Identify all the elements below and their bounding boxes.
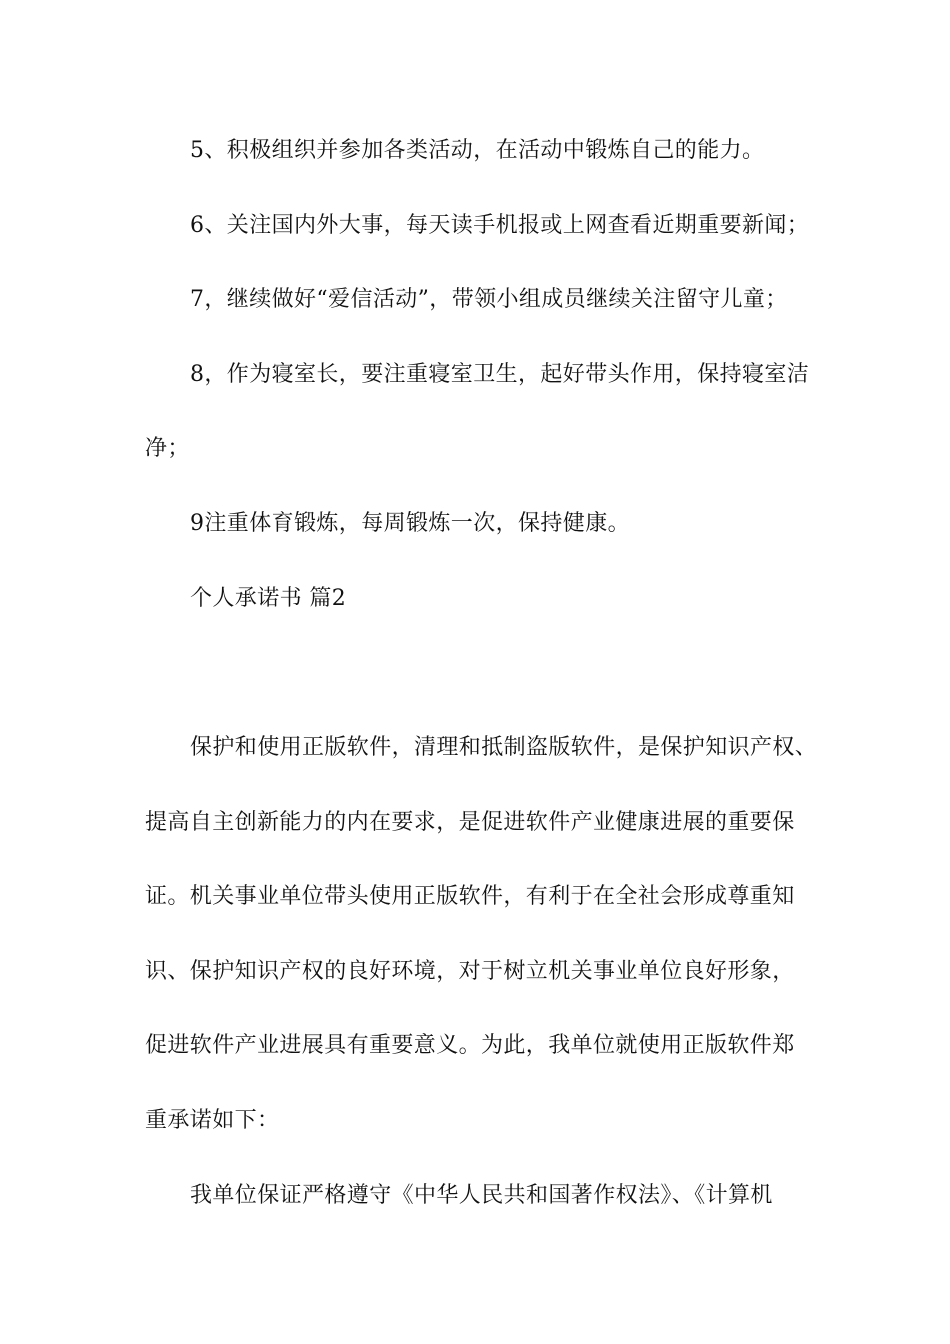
paragraph-line: 提高自主创新能力的内在要求，是促进软件产业健康进展的重要保 <box>145 810 795 835</box>
list-item-8: 8，作为寝室长，要注重寝室卫生，起好带头作用，保持寝室洁 <box>190 362 810 387</box>
list-item-9: 9注重体育锻炼，每周锻炼一次，保持健康。 <box>190 511 630 536</box>
paragraph-line: 证。机关事业单位带头使用正版软件，有利于在全社会形成尊重知 <box>145 884 795 909</box>
list-item-6: 6、关注国内外大事，每天读手机报或上网查看近期重要新闻； <box>190 213 810 238</box>
section-heading: 个人承诺书 篇2 <box>190 586 347 611</box>
list-item-5: 5、积极组织并参加各类活动，在活动中锻炼自己的能力。 <box>190 138 765 163</box>
paragraph-line: 我单位保证严格遵守《中华人民共和国著作权法》、《计算机 <box>190 1183 773 1208</box>
paragraph-line: 识、保护知识产权的良好环境，对于树立机关事业单位良好形象， <box>145 959 795 984</box>
list-item-7: 7，继续做好“爱信活动”，带领小组成员继续关注留守儿童； <box>190 287 788 312</box>
paragraph-line: 保护和使用正版软件，清理和抵制盗版软件，是保护知识产权、 <box>190 735 818 760</box>
paragraph-line: 促进软件产业进展具有重要意义。为此，我单位就使用正版软件郑 <box>145 1033 795 1058</box>
list-item-8-continued: 净； <box>145 436 190 461</box>
paragraph-line: 重承诺如下： <box>145 1108 280 1133</box>
